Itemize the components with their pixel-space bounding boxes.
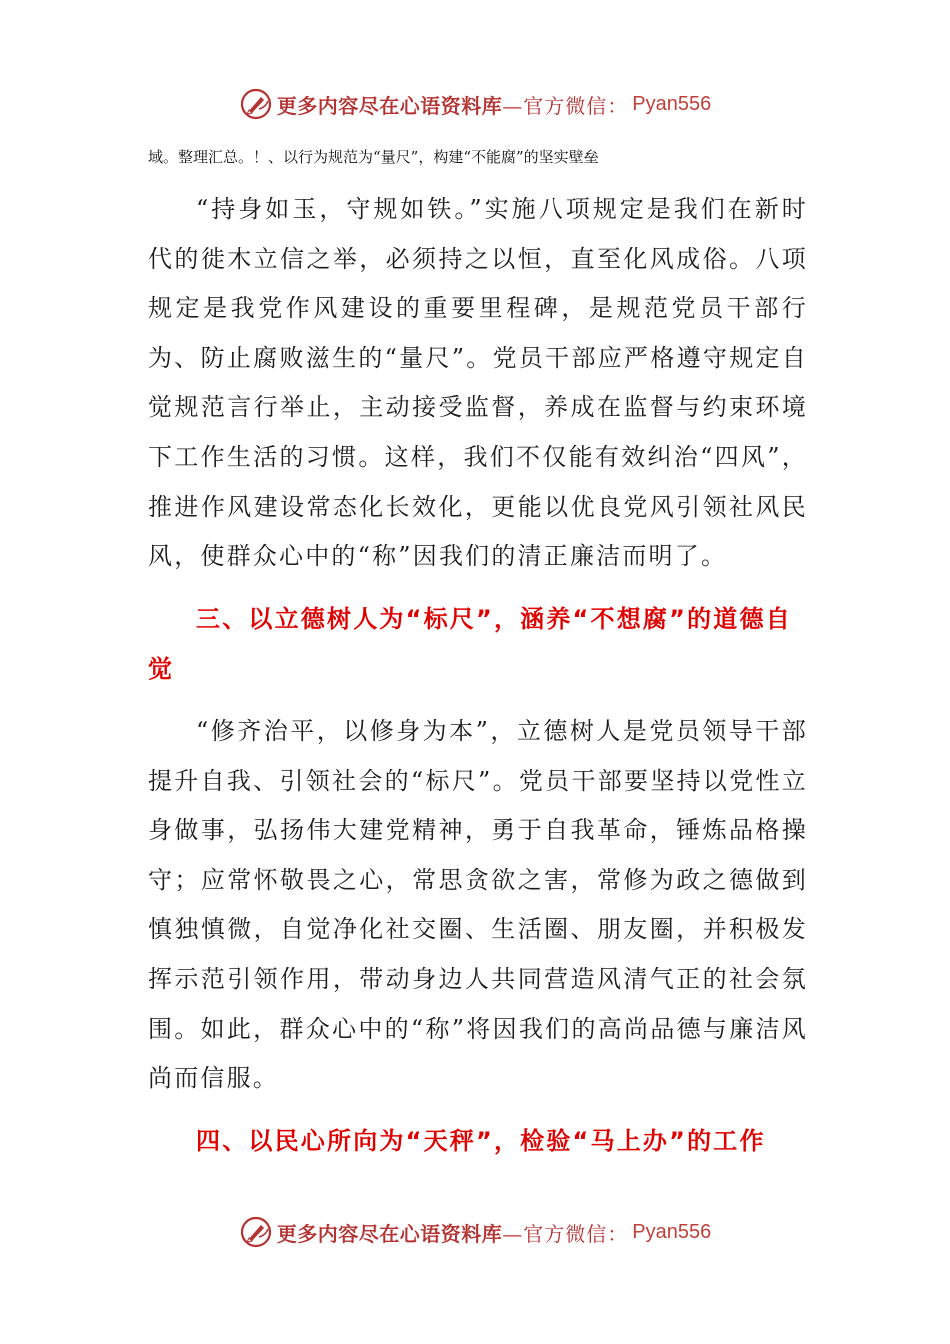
- watermark-main-text: 更多内容尽在心语资料库: [276, 93, 503, 118]
- watermark-main-text: 更多内容尽在心语资料库: [276, 1221, 503, 1246]
- footer-watermark: [0, 1212, 950, 1252]
- section-heading-4: 四、以民心所向为“天秤”，检验“马上办”的工作: [196, 1127, 766, 1155]
- watermark-separator-text: —官方微信：: [502, 1221, 629, 1246]
- section-heading-3: 三、以立德树人为“标尺”，涵养“不想腐”的道德自觉: [148, 605, 792, 683]
- watermark-wechat-id: Pyan556: [632, 92, 712, 115]
- watermark-wechat-id: Pyan556: [632, 1220, 712, 1243]
- header-watermark: [0, 84, 950, 124]
- pen-logo-icon: [239, 87, 273, 121]
- paragraph-moral-standard: “修齐治平，以修身为本”，立德树人是党员领导干部提升自我、引领社会的“标尺”。党员干部要坚持以党性立身做事，弘扬伟大建党精神，勇于自我革命，锤炼品格操守；应常怀敬畏之心，常思贪欲之害，常修为政之德做到慎独慎微，自觉净化社交圈、生活圈、朋友圈，并积极发挥示范引领作用，带动身边人共同营造风清气正的社会氛围。如此，群众心中的“称”将因我们的高尚品德与廉洁风尚而信服。: [148, 717, 808, 1093]
- paragraph-eight-rules: “持身如玉，守规如铁。”实施八项规定是我们在新时代的徙木立信之举，必须持之以恒，直至化风成俗。八项规定是我党作风建设的重要里程碑，是规范党员干部行为、防止腐败滋生的“量尺”。党员干部应严格遵守规定自觉规范言行举止，主动接受监督，养成在监督与约束环境下工作生活的习惯。这样，我们不仅能有效纠治“四风”，推进作风建设常态化长效化，更能以优良党风引领社风民风，使群众心中的“称”因我们的清正廉洁而明了。: [148, 195, 808, 571]
- intro-line: 域。整理汇总。！、以行为规范为“量尺”，构建“不能腐”的坚实壁垒: [148, 148, 599, 166]
- pen-logo-icon: [239, 1215, 273, 1249]
- watermark-separator-text: —官方微信：: [502, 93, 629, 118]
